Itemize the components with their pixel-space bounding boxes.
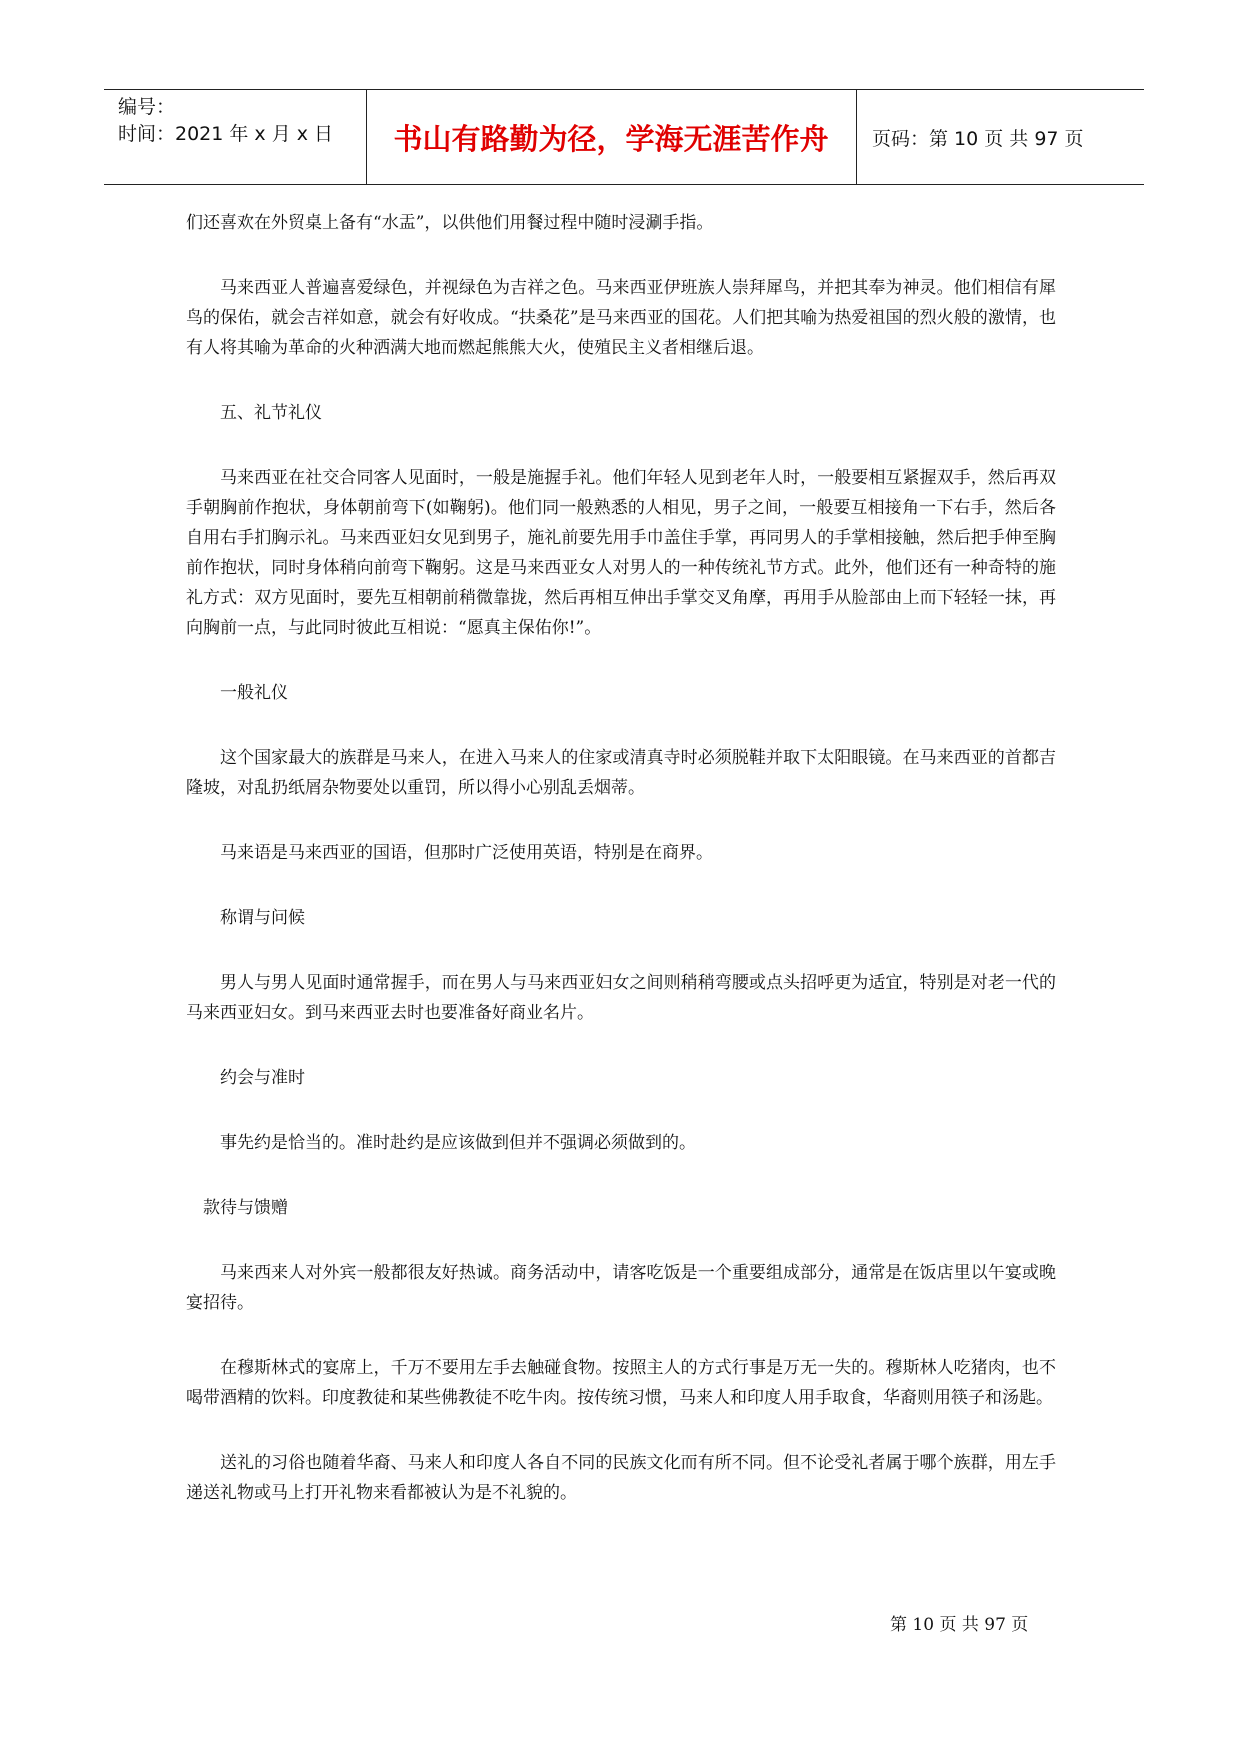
section-heading: 约会与准时 <box>220 1068 305 1088</box>
paragraph: 事先约是恰当的。准时赴约是应该做到但并不强调必须做到的。 <box>220 1133 696 1153</box>
header-page-code: 页码：第 10 页 共 97 页 <box>872 127 1084 150</box>
document-time: 时间：2021 年 x 月 x 日 <box>118 123 334 145</box>
section-heading: 称谓与问候 <box>220 908 305 928</box>
paragraph: 这个国家最大的族群是马来人，在进入马来人的住家或清真寺时必须脱鞋并取下太阳眼镜。在马来西亚的首都吉隆坡，对乱扔纸屑杂物要处以重罚，所以得小心别乱丢烟蒂。 <box>186 748 1056 798</box>
page-footer: 第 10 页 共 97 页 <box>890 1615 1029 1635</box>
section-heading: 一般礼仪 <box>220 683 288 703</box>
header-divider <box>856 90 857 184</box>
document-header <box>104 89 1144 185</box>
paragraph: 马来西亚人普遍喜爱绿色，并视绿色为吉祥之色。马来西亚伊班族人崇拜犀鸟，并把其奉为神灵。他们相信有犀鸟的保佑，就会吉祥如意，就会有好收成。“扶桑花”是马来西亚的国花。人们把其喻为热爱祖国的烈火般的激情，也有人将其喻为革命的火种洒满大地而燃起熊熊大火，使殖民主义者相继后退。 <box>186 278 1056 358</box>
paragraph: 们还喜欢在外贸桌上备有“水盂”，以供他们用餐过程中随时浸涮手指。 <box>186 213 714 233</box>
paragraph: 马来语是马来西亚的国语，但那时广泛使用英语，特别是在商界。 <box>220 843 713 863</box>
paragraph: 送礼的习俗也随着华裔、马来人和印度人各自不同的民族文化而有所不同。但不论受礼者属于哪个族群，用左手递送礼物或马上打开礼物来看都被认为是不礼貌的。 <box>186 1453 1056 1503</box>
document-number-label: 编号： <box>118 96 176 118</box>
paragraph: 在穆斯林式的宴席上，千万不要用左手去触碰食物。按照主人的方式行事是万无一失的。穆斯林人吃猪肉，也不喝带酒精的饮料。印度教徒和某些佛教徒不吃牛肉。按传统习惯，马来人和印度人用手取食，华裔则用筷子和汤匙。 <box>186 1358 1056 1408</box>
section-heading: 五、礼节礼仪 <box>220 403 322 423</box>
document-body <box>186 208 1056 1543</box>
paragraph: 男人与男人见面时通常握手，而在男人与马来西亚妇女之间则稍稍弯腰或点头招呼更为适宜，特别是对老一代的马来西亚妇女。到马来西亚去时也要准备好商业名片。 <box>186 973 1056 1023</box>
paragraph: 马来西亚在社交合同客人见面时，一般是施握手礼。他们年轻人见到老年人时，一般要相互紧握双手，然后再双手朝胸前作抱状，身体朝前弯下(如鞠躬)。他们同一般熟悉的人相见，男子之间，一般要互相接角一下右手，然后各自用右手扪胸示礼。马来西亚妇女见到男子，施礼前要先用手巾盖住手掌，再同男人的手掌相接触，然后把手伸至胸前作抱状，同时身体稍向前弯下鞠躬。这是马来西亚女人对男人的一种传统礼节方式。此外，他们还有一种奇特的施礼方式：双方见面时，要先互相朝前稍微靠拢，然后再相互伸出手掌交叉角摩，再用手从脸部由上而下轻轻一抹，再向胸前一点，与此同时彼此互相说：“愿真主保佑你!”。 <box>186 468 1056 638</box>
paragraph: 马来西来人对外宾一般都很友好热诚。商务活动中，请客吃饭是一个重要组成部分，通常是在饭店里以午宴或晚宴招待。 <box>186 1263 1056 1313</box>
section-heading: 款待与馈赠 <box>203 1198 288 1218</box>
header-motto: 书山有路勤为径，学海无涯苦作舟 <box>393 121 829 156</box>
